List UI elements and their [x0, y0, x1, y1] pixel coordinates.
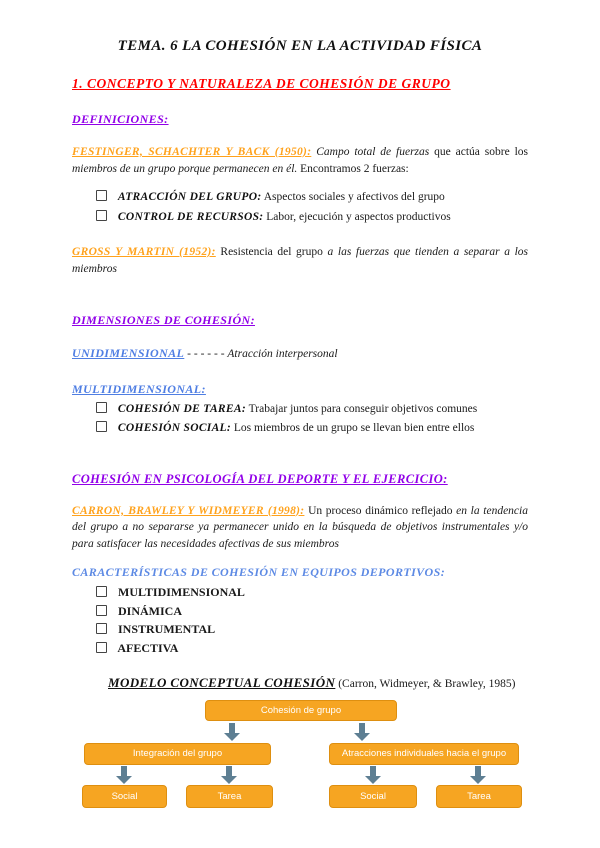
festinger-seg2: que actúa sobre los [434, 146, 529, 158]
dimension-label: COHESIÓN SOCIAL: [117, 422, 231, 435]
unidimensional-label: UNIDIMENSIONAL [72, 346, 185, 361]
section-heading-concepto: 1. CONCEPTO Y NATURALEZA DE COHESIÓN DE GRUPO [72, 76, 451, 91]
checkbox-item [96, 401, 528, 418]
diagram-box-ai-social: Social [329, 785, 417, 808]
checkbox-item [96, 420, 528, 437]
festinger-seg4: Encontramos 2 fuerzas: [300, 162, 409, 175]
caracteristica-label: DINÁMICA [118, 603, 182, 618]
carron-seg2: en la tendencia del grupo a no separarse ya permanecer unido en la búsqueda de objetivos instrumentales y/o para satisfacer las necesidades afectivas de sus miembros [72, 504, 528, 551]
festinger-forces-list [72, 189, 528, 226]
diagram-box-gi-tarea: Tarea [186, 785, 273, 808]
checkbox-icon [96, 586, 107, 597]
force-label: CONTROL DE RECURSOS: [117, 210, 264, 223]
heading-psicologia: COHESIÓN EN PSICOLOGÍA DEL DEPORTE Y EL EJERCICIO: [72, 471, 448, 486]
unidimensional-dashes: - - - - - - [187, 348, 225, 361]
arrow-down-icon [116, 766, 132, 784]
multidimensional-line [72, 380, 528, 398]
caracteristicas-list [72, 584, 528, 657]
arrow-down-icon [365, 766, 381, 784]
dimension-text: Los miembros de un grupo se llevan bien entre ellos [233, 422, 475, 435]
modelo-heading-line [108, 675, 528, 691]
caracteristica-label: MULTIDIMENSIONAL [118, 584, 245, 599]
dimension-text: Trabajar juntos para conseguir objetivos comunes [248, 403, 478, 416]
force-text: Labor, ejecución y aspectos productivos [266, 210, 451, 223]
checkbox-item [96, 584, 528, 601]
modelo-heading: MODELO CONCEPTUAL COHESIÓN [108, 674, 336, 690]
diagram-box-atracciones-individuales: Atracciones individuales hacia el grupo [329, 743, 519, 765]
festinger-seg3: miembros de un grupo porque permanecen en él. [72, 162, 298, 175]
dimension-label: COHESIÓN DE TAREA: [117, 403, 246, 416]
unidimensional-text: Atracción interpersonal [227, 348, 338, 361]
carron-seg1: Un proceso dinámico reflejado [308, 504, 453, 517]
gross-seg1: Resistencia del grupo [220, 245, 323, 258]
checkbox-icon [96, 623, 107, 634]
page-title: TEMA. 6 LA COHESIÓN EN LA ACTIVIDAD FÍSICA [117, 38, 483, 54]
checkbox-item [96, 621, 528, 638]
diagram-box-integracion-del-grupo: Integración del grupo [84, 743, 271, 765]
festinger-seg1: Campo total de fuerzas [316, 146, 430, 158]
diagram-box-cohesion-de-grupo: Cohesión de grupo [205, 700, 397, 721]
checkbox-icon [96, 605, 107, 616]
caracteristica-label: AFECTIVA [117, 641, 179, 656]
gross-seg2: a las fuerzas que tienden a separar a los miembros [72, 245, 529, 275]
arrow-down-icon [470, 766, 486, 784]
carron-paragraph [72, 503, 528, 553]
arrow-down-icon [221, 766, 237, 784]
heading-caracteristicas: CARACTERÍSTICAS DE COHESIÓN EN EQUIPOS DEPORTIVOS: [72, 564, 446, 579]
diagram-box-gi-social: Social [82, 785, 167, 808]
carron-term: CARRON, BRAWLEY Y WIDMEYER (1998): [72, 504, 305, 517]
diagram-box-ai-tarea: Tarea [436, 785, 522, 808]
festinger-paragraph [72, 144, 528, 177]
checkbox-item [96, 603, 528, 620]
force-label: ATRACCIÓN DEL GRUPO: [117, 191, 262, 204]
checkbox-item [96, 209, 528, 226]
multidimensional-list [72, 401, 528, 438]
arrow-down-icon [224, 723, 240, 741]
gross-term: GROSS Y MARTIN (1952): [72, 245, 216, 258]
checkbox-item [96, 189, 528, 206]
force-text: Aspectos sociales y afectivos del grupo [263, 191, 445, 204]
checkbox-icon [96, 421, 107, 432]
checkbox-icon [96, 642, 107, 653]
caracteristica-label: INSTRUMENTAL [118, 622, 216, 637]
heading-dimensiones: DIMENSIONES DE COHESIÓN: [72, 313, 255, 328]
checkbox-item [96, 640, 528, 657]
checkbox-icon [96, 210, 107, 221]
festinger-term: FESTINGER, SCHACHTER Y BACK (1950): [72, 146, 312, 158]
unidimensional-line [72, 346, 528, 361]
checkbox-icon [96, 402, 107, 413]
checkbox-icon [96, 190, 107, 201]
modelo-citation: (Carron, Widmeyer, & Brawley, 1985) [338, 677, 516, 690]
arrow-down-icon [354, 723, 370, 741]
heading-definiciones: DEFINICIONES: [72, 112, 169, 126]
multidimensional-label: MULTIDIMENSIONAL: [72, 382, 206, 397]
cohesion-concept-diagram [0, 697, 600, 827]
gross-paragraph [72, 244, 528, 277]
